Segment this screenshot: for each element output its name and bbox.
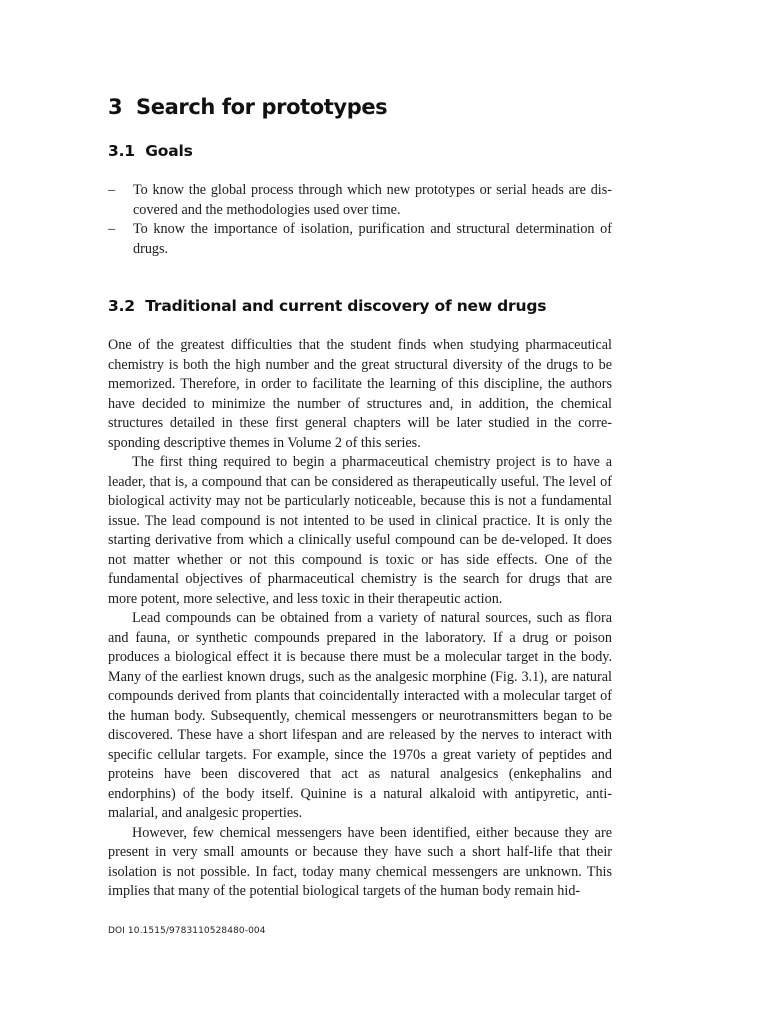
list-bullet: – (108, 221, 116, 237)
body-paragraph: Lead compounds can be obtained from a variety of natural sources, such as flora and fauna, or synthetic compounds prepared in the laboratory. If a drug or poison produces a biological effect it is because there must be a molecular target in the body. Many of the earliest known drugs, such as the analgesic morphine (Fig. 3.1), are natural compounds derived from plants that coincidentally interacted with a molecular target of the human body. Subsequently, chemical messengers or neurotransmitters began to be discovered. These have a short lifespan and are released by the nerves to interact with specific cellular targets. For example, since the 1970s a great variety of peptides and proteins have been discovered that act as natural analgesics (enkephalins and endorphins) of the body itself. Quinine is a natural alkaloid with antipyretic, anti-malarial, and analgesic properties. (108, 610, 612, 821)
goal-item (108, 220, 612, 259)
goals-list (108, 181, 612, 259)
section-body (108, 336, 612, 902)
chapter-title: Search for prototypes (136, 95, 388, 119)
body-paragraph: The first thing required to begin a pharmaceutical chemistry project is to have a leader, that is, a compound that can be considered as therapeutically useful. The level of biological activity may not be particularly noticeable, because this is not a fundamental issue. The lead compound is not intented to be used in clinical practice. It is only the starting derivative from which a clinically useful compound can be de-veloped. It does not matter whether or not this compound is toxic or has side effects. One of the fundamental objectives of pharmaceutical chemistry is the search for drugs that are more potent, more selective, and less toxic in their therapeutic action. (108, 454, 612, 607)
body-paragraph: One of the greatest difficulties that the student finds when studying pharmaceutical chemistry is both the high number and the great structural diversity of the drugs to be memorized. Therefore, in order to facilitate the learning of this discipline, the authors have decided to minimize the number of structures and, in addition, the chemical structures detailed in these first general chapters will be later studied in the corre-sponding descriptive themes in Volume 2 of this series. (108, 337, 612, 451)
chapter-number: 3 (108, 95, 123, 119)
section-title: Traditional and current discovery of new drugs (145, 297, 547, 315)
section-heading-goals (108, 140, 612, 162)
page-content (108, 92, 612, 902)
goal-text: To know the global process through which new prototypes or serial heads are dis-covered and the methodologies used over time. (133, 182, 612, 218)
goal-text: To know the importance of isolation, purification and structural determination of drugs. (133, 221, 612, 257)
list-bullet: – (108, 182, 116, 198)
doi-footer: DOI 10.1515/9783110528480-004 (108, 926, 266, 936)
section-number: 3.2 (108, 297, 135, 315)
section-title: Goals (145, 142, 193, 160)
chapter-heading (108, 92, 612, 122)
body-paragraph: However, few chemical messengers have been identified, either because they are present in very small amounts or because they have such a short half-life that their isolation is not possible. In fact, today many chemical messengers are unknown. This implies that many of the potential biological targets of the human body remain hid- (108, 824, 612, 899)
goal-item (108, 181, 612, 220)
section-number: 3.1 (108, 142, 135, 160)
section-heading-discovery (108, 295, 612, 317)
